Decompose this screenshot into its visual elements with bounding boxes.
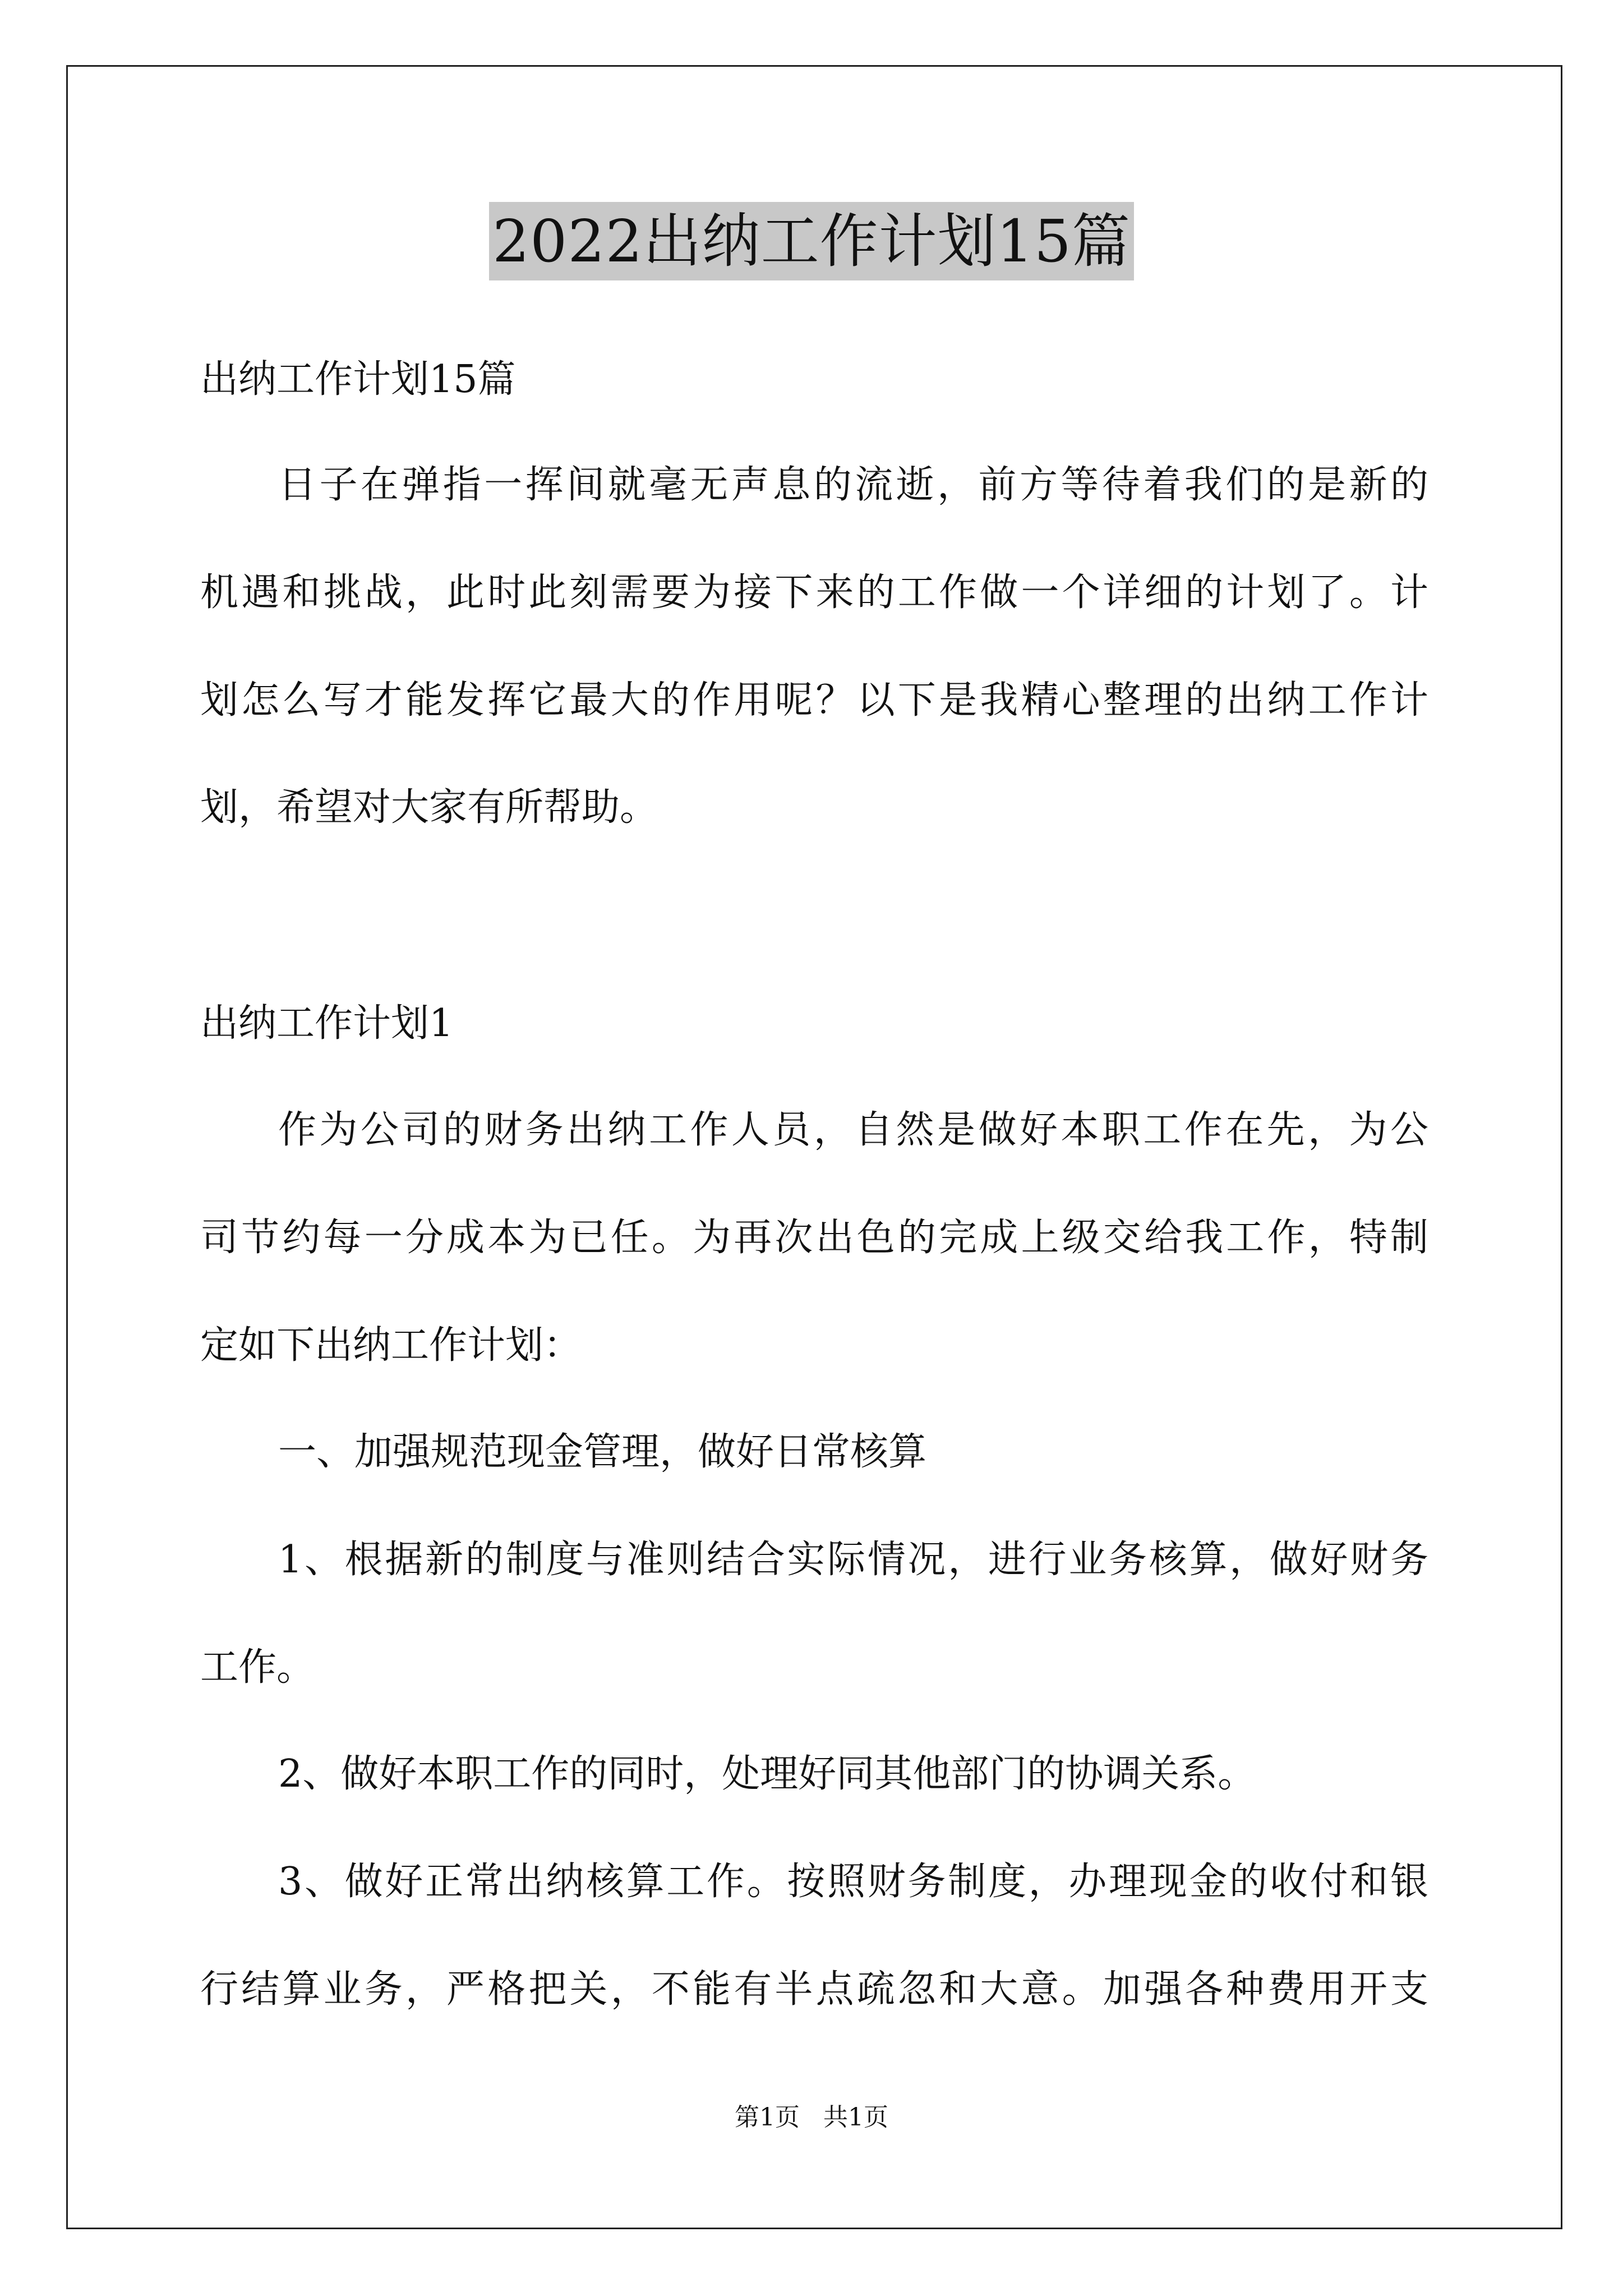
page-number: 第1页 — [735, 2103, 800, 2132]
section-heading: 出纳工作计划1 — [200, 1001, 454, 1046]
page-total: 共1页 — [823, 2103, 888, 2132]
document-title: 2022出纳工作计划15篇 — [489, 202, 1134, 280]
item-heading: 一、加强规范现金管理，做好日常核算 — [278, 1430, 927, 1474]
subtitle: 出纳工作计划15篇 — [200, 357, 516, 402]
title-container — [0, 202, 1623, 280]
item3-line-1: 3、做好正常出纳核算工作。按照财务制度，办理现金的收付和银 — [278, 1860, 1428, 1904]
intro-line-2: 机遇和挑战，此时此刻需要为接下来的工作做一个详细的计划了。计 — [200, 570, 1428, 615]
item1-line-2: 工作。 — [200, 1645, 315, 1690]
item2-line: 2、做好本职工作的同时，处理好同其他部门的协调关系。 — [278, 1752, 1256, 1796]
item1-line-1: 1、根据新的制度与准则结合实际情况，进行业务核算，做好财务 — [278, 1538, 1428, 1582]
page-footer — [0, 2101, 1623, 2134]
section-line-3: 定如下出纳工作计划： — [200, 1323, 582, 1368]
item3-line-2: 行结算业务，严格把关，不能有半点疏忽和大意。加强各种费用开支 — [200, 1967, 1428, 2012]
intro-line-3: 划怎么写才能发挥它最大的作用呢？以下是我精心整理的出纳工作计 — [200, 678, 1428, 723]
intro-line-1: 日子在弹指一挥间就毫无声息的流逝，前方等待着我们的是新的 — [278, 463, 1428, 507]
section-line-1: 作为公司的财务出纳工作人员，自然是做好本职工作在先，为公 — [278, 1108, 1428, 1152]
section-line-2: 司节约每一分成本为已任。为再次出色的完成上级交给我工作，特制 — [200, 1216, 1428, 1260]
intro-line-4: 划，希望对大家有所帮助。 — [200, 785, 658, 830]
